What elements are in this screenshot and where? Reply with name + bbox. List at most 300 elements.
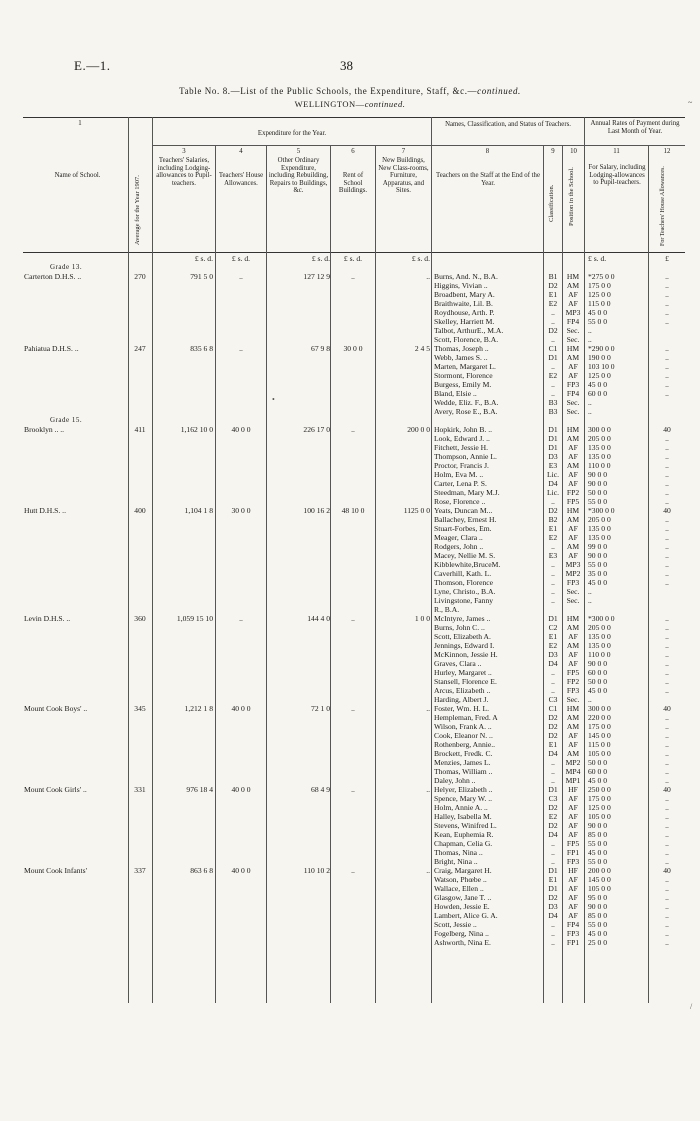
cls-cell: ..: [551, 668, 555, 677]
rent-cell: ..: [351, 866, 355, 875]
pos-cell: FP3: [566, 686, 580, 695]
sal-cell: 835 6 8: [190, 344, 213, 353]
pay-cell: 115 0 0: [588, 740, 611, 749]
hall-cell: ..: [665, 443, 669, 452]
hall-cell: ..: [665, 830, 669, 839]
pos-cell: AF: [568, 452, 578, 461]
oth-cell: 68 4 9: [311, 785, 330, 794]
pos-cell: AF: [568, 551, 578, 560]
pos-cell: Sec.: [566, 695, 580, 704]
teacher-row: [0, 398, 700, 407]
units-new-buildings: £ s. d.: [411, 254, 430, 263]
units-house-allowance: £: [665, 254, 669, 263]
hou-cell: ..: [239, 272, 243, 281]
units-salaries: £ s. d.: [194, 254, 213, 263]
avg-cell: 270: [134, 272, 146, 281]
teacher-row: [0, 434, 700, 443]
teacher-row: [0, 812, 700, 821]
cls-cell: D4: [548, 911, 558, 920]
pay-cell: 205 0 0: [588, 623, 611, 632]
pos-cell: MP3: [565, 308, 581, 317]
hall-cell: ..: [665, 317, 669, 326]
teacher-cell: Menzies, James L.: [434, 758, 491, 767]
teacher-row: [0, 587, 700, 596]
pay-cell: 205 0 0: [588, 515, 611, 524]
pos-cell: Sec.: [566, 587, 580, 596]
teacher-row: [0, 380, 700, 389]
cls-cell: D2: [548, 722, 558, 731]
pay-cell: 60 0 0: [588, 767, 607, 776]
hall-cell: ..: [665, 650, 669, 659]
pos-cell: HF: [568, 866, 578, 875]
pay-cell: 145 0 0: [588, 731, 611, 740]
header-house-allowances: Teachers' House Allowances.: [218, 172, 264, 187]
pay-cell: 135 0 0: [588, 443, 611, 452]
hall-cell: 40: [663, 785, 671, 794]
cls-cell: D1: [548, 443, 558, 452]
teacher-cell: Thomson, Florence: [434, 578, 494, 587]
newb-cell: 1 0 0: [414, 614, 430, 623]
pos-cell: AF: [568, 812, 578, 821]
school-row: [0, 506, 700, 515]
teacher-row: [0, 560, 700, 569]
teacher-row: [0, 677, 700, 686]
header-teachers: Teachers on the Staff at the End of the Year.: [436, 172, 540, 187]
header-position: Position in the School.: [568, 167, 575, 226]
teacher-cell: Daley, John ..: [434, 776, 476, 785]
sal-cell: 791 5 0: [190, 272, 213, 281]
pay-cell: 105 0 0: [588, 749, 611, 758]
pos-cell: AF: [568, 740, 578, 749]
grade-label: Grade 15.: [50, 416, 83, 424]
cls-cell: D4: [548, 659, 558, 668]
hall-cell: ..: [665, 515, 669, 524]
hall-cell: ..: [665, 794, 669, 803]
pay-cell: 125 0 0: [588, 371, 611, 380]
sal-cell: 1,212 1 8: [184, 704, 213, 713]
teacher-row: [0, 641, 700, 650]
avg-cell: 411: [134, 425, 146, 434]
hall-cell: ..: [665, 641, 669, 650]
teacher-cell: Broadbent, Mary A.: [434, 290, 495, 299]
teacher-cell: Foster, Wm. H. L.: [434, 704, 490, 713]
teacher-cell: Hopkirk, John B. ..: [434, 425, 493, 434]
cls-cell: ..: [551, 497, 555, 506]
teacher-row: [0, 488, 700, 497]
teacher-cell: Marten, Margaret L.: [434, 362, 496, 371]
hall-cell: 40: [663, 425, 671, 434]
pay-cell: ..: [588, 326, 592, 335]
pos-cell: HM: [566, 704, 580, 713]
table-subtitle: [0, 99, 700, 109]
pay-cell: 115 0 0: [588, 299, 611, 308]
hall-cell: ..: [665, 623, 669, 632]
hall-cell: 40: [663, 506, 671, 515]
pos-cell: HM: [566, 425, 580, 434]
sal-cell: 1,162 10 0: [180, 425, 213, 434]
ink-dot: •: [272, 395, 275, 404]
hall-cell: ..: [665, 569, 669, 578]
header-average: Average for the Year 1907.: [134, 175, 141, 245]
hall-cell: 40: [663, 704, 671, 713]
hall-cell: ..: [665, 461, 669, 470]
cls-cell: ..: [551, 560, 555, 569]
margin-mark: ~: [688, 98, 693, 107]
hall-cell: ..: [665, 524, 669, 533]
teacher-cell: Avery, Rose E., B.A.: [434, 407, 498, 416]
pos-cell: AF: [568, 794, 578, 803]
hou-cell: ..: [239, 614, 243, 623]
hall-cell: ..: [665, 272, 669, 281]
cls-cell: C3: [548, 794, 558, 803]
pay-cell: 45 0 0: [588, 686, 607, 695]
teacher-cell: Meager, Clara ..: [434, 533, 483, 542]
page-number: 38: [340, 58, 353, 73]
pos-cell: HM: [566, 506, 580, 515]
teacher-row: [0, 569, 700, 578]
cls-cell: E3: [548, 461, 558, 470]
hou-cell: 30 0 0: [231, 506, 251, 515]
teacher-cell: Rodgers, John ..: [434, 542, 484, 551]
cls-cell: ..: [551, 380, 555, 389]
pos-cell: MP2: [565, 569, 581, 578]
teacher-row: [0, 821, 700, 830]
teacher-cell: Harding, Albert J.: [434, 695, 489, 704]
header-names-group: Names, Classification, and Status of Teachers.: [445, 121, 571, 128]
teacher-cell: Glasgow, Jane T. ..: [434, 893, 492, 902]
cls-cell: D1: [548, 353, 558, 362]
pos-cell: AF: [568, 659, 578, 668]
pay-cell: 125 0 0: [588, 803, 611, 812]
header-rule: [152, 145, 431, 146]
hou-cell: 40 0 0: [231, 425, 251, 434]
pay-cell: 105 0 0: [588, 884, 611, 893]
pos-cell: AF: [568, 362, 578, 371]
teacher-row: [0, 911, 700, 920]
hall-cell: ..: [665, 758, 669, 767]
pos-cell: FP4: [566, 317, 580, 326]
pay-cell: 90 0 0: [588, 821, 607, 830]
cls-cell: C1: [548, 344, 558, 353]
cls-cell: D1: [548, 425, 558, 434]
oth-cell: 67 9 8: [311, 344, 330, 353]
cls-cell: E1: [548, 875, 558, 884]
pay-cell: 60 0 0: [588, 668, 607, 677]
pos-cell: HM: [566, 272, 580, 281]
teacher-cell: Chapman, Celia G.: [434, 839, 493, 848]
hall-cell: ..: [665, 659, 669, 668]
teacher-row: [0, 758, 700, 767]
pos-cell: AF: [568, 299, 578, 308]
teacher-cell: Kibblewhite,BruceM.: [434, 560, 501, 569]
teacher-cell: Stormont, Florence: [434, 371, 493, 380]
c5-number: 5: [296, 148, 301, 155]
teacher-row: [0, 713, 700, 722]
cls-cell: ..: [551, 758, 555, 767]
teacher-row: [0, 317, 700, 326]
school-name: Hutt D.H.S. ..: [24, 506, 66, 515]
hall-cell: ..: [665, 668, 669, 677]
cls-cell: E1: [548, 740, 558, 749]
table-subtitle-continued: continued.: [364, 99, 406, 109]
hall-cell: ..: [665, 812, 669, 821]
sal-cell: 976 18 4: [186, 785, 213, 794]
hall-cell: ..: [665, 893, 669, 902]
hall-cell: ..: [665, 938, 669, 947]
hall-cell: ..: [665, 542, 669, 551]
cls-cell: D2: [548, 506, 558, 515]
teacher-cell: Lyne, Christo., B.A.: [434, 587, 496, 596]
pay-cell: 190 0 0: [588, 353, 611, 362]
pay-cell: 220 0 0: [588, 713, 611, 722]
teacher-row: [0, 479, 700, 488]
c7-number: 7: [401, 148, 406, 155]
cls-cell: D1: [548, 785, 558, 794]
pos-cell: AF: [568, 821, 578, 830]
teacher-cell: Howden, Jessie E.: [434, 902, 490, 911]
teacher-cell: Wedde, Eliz. F., B.A.: [434, 398, 499, 407]
pos-cell: AF: [568, 533, 578, 542]
oth-cell: 72 1 0: [311, 704, 330, 713]
cls-cell: E1: [548, 524, 558, 533]
avg-cell: 400: [134, 506, 146, 515]
pos-cell: FP4: [566, 920, 580, 929]
header-rule: [431, 145, 685, 146]
teacher-cell: Burns, And. N., B.A.: [434, 272, 498, 281]
hall-cell: ..: [665, 902, 669, 911]
header-house-allowance-rate: For Teachers' House Allowances.: [660, 166, 666, 246]
teacher-row: [0, 893, 700, 902]
teacher-row: [0, 470, 700, 479]
pos-cell: AF: [568, 479, 578, 488]
hall-cell: ..: [665, 848, 669, 857]
hall-cell: ..: [665, 803, 669, 812]
teacher-row: [0, 767, 700, 776]
teacher-cell: Yeats, Duncan M...: [434, 506, 493, 515]
pay-cell: 90 0 0: [588, 659, 607, 668]
pay-cell: 105 0 0: [588, 812, 611, 821]
cls-cell: ..: [551, 677, 555, 686]
header-rent: Rent of School Buildings.: [338, 172, 368, 195]
pay-cell: ..: [588, 398, 592, 407]
sal-cell: 863 6 8: [190, 866, 213, 875]
cls-cell: ..: [551, 767, 555, 776]
cls-cell: E2: [548, 299, 558, 308]
teacher-row: [0, 740, 700, 749]
hou-cell: 40 0 0: [231, 704, 251, 713]
teacher-row: [0, 524, 700, 533]
pay-cell: 110 0 0: [588, 461, 611, 470]
header-name-of-school: Name of School.: [54, 172, 101, 179]
cls-cell: ..: [551, 542, 555, 551]
teacher-cell: Scott, Jessie ..: [434, 920, 477, 929]
pay-cell: ..: [588, 596, 592, 605]
pos-cell: FP3: [566, 857, 580, 866]
pay-cell: 300 0 0: [588, 704, 611, 713]
cls-cell: ..: [551, 335, 555, 344]
pos-cell: Sec.: [566, 407, 580, 416]
teacher-row: [0, 497, 700, 506]
cls-cell: E2: [548, 812, 558, 821]
hall-cell: ..: [665, 767, 669, 776]
teacher-cell: Craig, Margaret H.: [434, 866, 492, 875]
cls-cell: ..: [551, 776, 555, 785]
teacher-row: [0, 857, 700, 866]
cls-cell: B1: [548, 272, 558, 281]
pos-cell: AM: [566, 353, 580, 362]
cls-cell: ..: [551, 596, 555, 605]
cls-cell: ..: [551, 848, 555, 857]
hall-cell: ..: [665, 452, 669, 461]
cls-cell: D3: [548, 452, 558, 461]
school-row: [0, 425, 700, 434]
cls-cell: D2: [548, 803, 558, 812]
hall-cell: ..: [665, 857, 669, 866]
pay-cell: 45 0 0: [588, 929, 607, 938]
hall-cell: ..: [665, 839, 669, 848]
teacher-row: [0, 326, 700, 335]
teacher-cell: Fogelberg, Nina ..: [434, 929, 489, 938]
pay-cell: 135 0 0: [588, 452, 611, 461]
teacher-row: [0, 551, 700, 560]
teacher-row: [0, 875, 700, 884]
units-pay: £ s. d.: [588, 254, 607, 263]
hall-cell: ..: [665, 920, 669, 929]
teacher-cell: Thompson, Annie L.: [434, 452, 497, 461]
teacher-row: [0, 848, 700, 857]
rent-cell: ..: [351, 785, 355, 794]
pos-cell: AF: [568, 893, 578, 902]
newb-cell: ..: [426, 866, 430, 875]
hall-cell: ..: [665, 740, 669, 749]
pay-cell: 55 0 0: [588, 497, 607, 506]
newb-cell: ..: [426, 272, 430, 281]
teacher-cell: Holm, Annie A. ..: [434, 803, 488, 812]
teacher-cell: Hurley, Margaret ..: [434, 668, 492, 677]
cls-cell: B3: [548, 407, 558, 416]
teacher-row: [0, 695, 700, 704]
pos-cell: MP3: [565, 560, 581, 569]
pay-cell: 50 0 0: [588, 488, 607, 497]
cls-cell: D1: [548, 884, 558, 893]
teacher-row: [0, 281, 700, 290]
oth-cell: 127 12 9: [303, 272, 330, 281]
hou-cell: 40 0 0: [231, 785, 251, 794]
teacher-cell: Cook, Eleanor N. ..: [434, 731, 493, 740]
teacher-cell: Spence, Mary W. ..: [434, 794, 492, 803]
hall-cell: ..: [665, 632, 669, 641]
pos-cell: Sec.: [566, 596, 580, 605]
teacher-row: [0, 668, 700, 677]
pay-cell: *290 0 0: [588, 344, 615, 353]
teacher-row: [0, 371, 700, 380]
pay-cell: 90 0 0: [588, 470, 607, 479]
hall-cell: ..: [665, 470, 669, 479]
cls-cell: ..: [551, 587, 555, 596]
teacher-cell: Bright, Nina ..: [434, 857, 478, 866]
school-name: Mount Cook Infants': [24, 866, 87, 875]
teacher-row: [0, 362, 700, 371]
cls-cell: ..: [551, 920, 555, 929]
teacher-cell: McKinnon, Jessie H.: [434, 650, 498, 659]
teacher-row: [0, 659, 700, 668]
pos-cell: AM: [566, 641, 580, 650]
page-code: E.—1.: [74, 58, 111, 73]
teacher-cell: Macey, Nellie M. S.: [434, 551, 496, 560]
cls-cell: D2: [548, 713, 558, 722]
pay-cell: 145 0 0: [588, 875, 611, 884]
cls-cell: E1: [548, 290, 558, 299]
hall-cell: ..: [665, 677, 669, 686]
cls-cell: D2: [548, 731, 558, 740]
pay-cell: ..: [588, 695, 592, 704]
pos-cell: MP4: [565, 767, 581, 776]
pay-cell: 85 0 0: [588, 830, 607, 839]
teacher-cell: Skelley, Harriett M.: [434, 317, 495, 326]
hall-cell: ..: [665, 299, 669, 308]
teacher-cell: Watson, Phœbe ..: [434, 875, 487, 884]
hall-cell: ..: [665, 380, 669, 389]
pay-cell: *300 0 0: [588, 614, 615, 623]
cls-cell: E2: [548, 371, 558, 380]
cls-cell: E1: [548, 632, 558, 641]
pos-cell: AF: [568, 290, 578, 299]
cls-cell: D2: [548, 821, 558, 830]
pay-cell: 85 0 0: [588, 911, 607, 920]
teacher-cell: Caverhill, Kath. L.: [434, 569, 492, 578]
pos-cell: AM: [566, 749, 580, 758]
pay-cell: 45 0 0: [588, 848, 607, 857]
hall-cell: ..: [665, 875, 669, 884]
pos-cell: AF: [568, 443, 578, 452]
school-name: Carterton D.H.S. ..: [24, 272, 82, 281]
pay-cell: 60 0 0: [588, 389, 607, 398]
teacher-cell: Scott, Florence, B.A.: [434, 335, 499, 344]
teacher-row: [0, 776, 700, 785]
pos-cell: HF: [568, 785, 578, 794]
school-row: [0, 272, 700, 281]
pay-cell: 300 0 0: [588, 425, 611, 434]
cls-cell: ..: [551, 317, 555, 326]
teacher-cell: Thomas, William ..: [434, 767, 493, 776]
table-title-main: Table No. 8.—List of the Public Schools, the Expenditure, Staff, &c.—: [179, 86, 478, 96]
cls-cell: D2: [548, 326, 558, 335]
hall-cell: ..: [665, 290, 669, 299]
cls-cell: C1: [548, 704, 558, 713]
cls-cell: ..: [551, 308, 555, 317]
teacher-cell: Steedman, Mary M.J.: [434, 488, 500, 497]
pos-cell: AM: [566, 461, 580, 470]
hall-cell: ..: [665, 362, 669, 371]
units-house: £ s. d.: [231, 254, 251, 263]
newb-cell: 2 4 5: [414, 344, 430, 353]
hall-cell: ..: [665, 731, 669, 740]
header-classification: Classification.: [548, 184, 555, 222]
teacher-cell: Halley, Isabella M.: [434, 812, 492, 821]
teacher-cell: Thomas, Joseph ..: [434, 344, 489, 353]
teacher-row: [0, 884, 700, 893]
teacher-cell: Burgess, Emily M.: [434, 380, 492, 389]
pos-cell: FP5: [566, 497, 580, 506]
c10-number: 10: [570, 148, 577, 155]
teacher-cell: Ashworth, Nina E.: [434, 938, 491, 947]
pay-cell: 55 0 0: [588, 317, 607, 326]
cls-cell: Lic.: [546, 470, 560, 479]
teacher-cell: Helyer, Elizabeth ..: [434, 785, 493, 794]
teacher-cell: Rothenberg, Annie..: [434, 740, 496, 749]
teacher-row: [0, 803, 700, 812]
pos-cell: AF: [568, 875, 578, 884]
